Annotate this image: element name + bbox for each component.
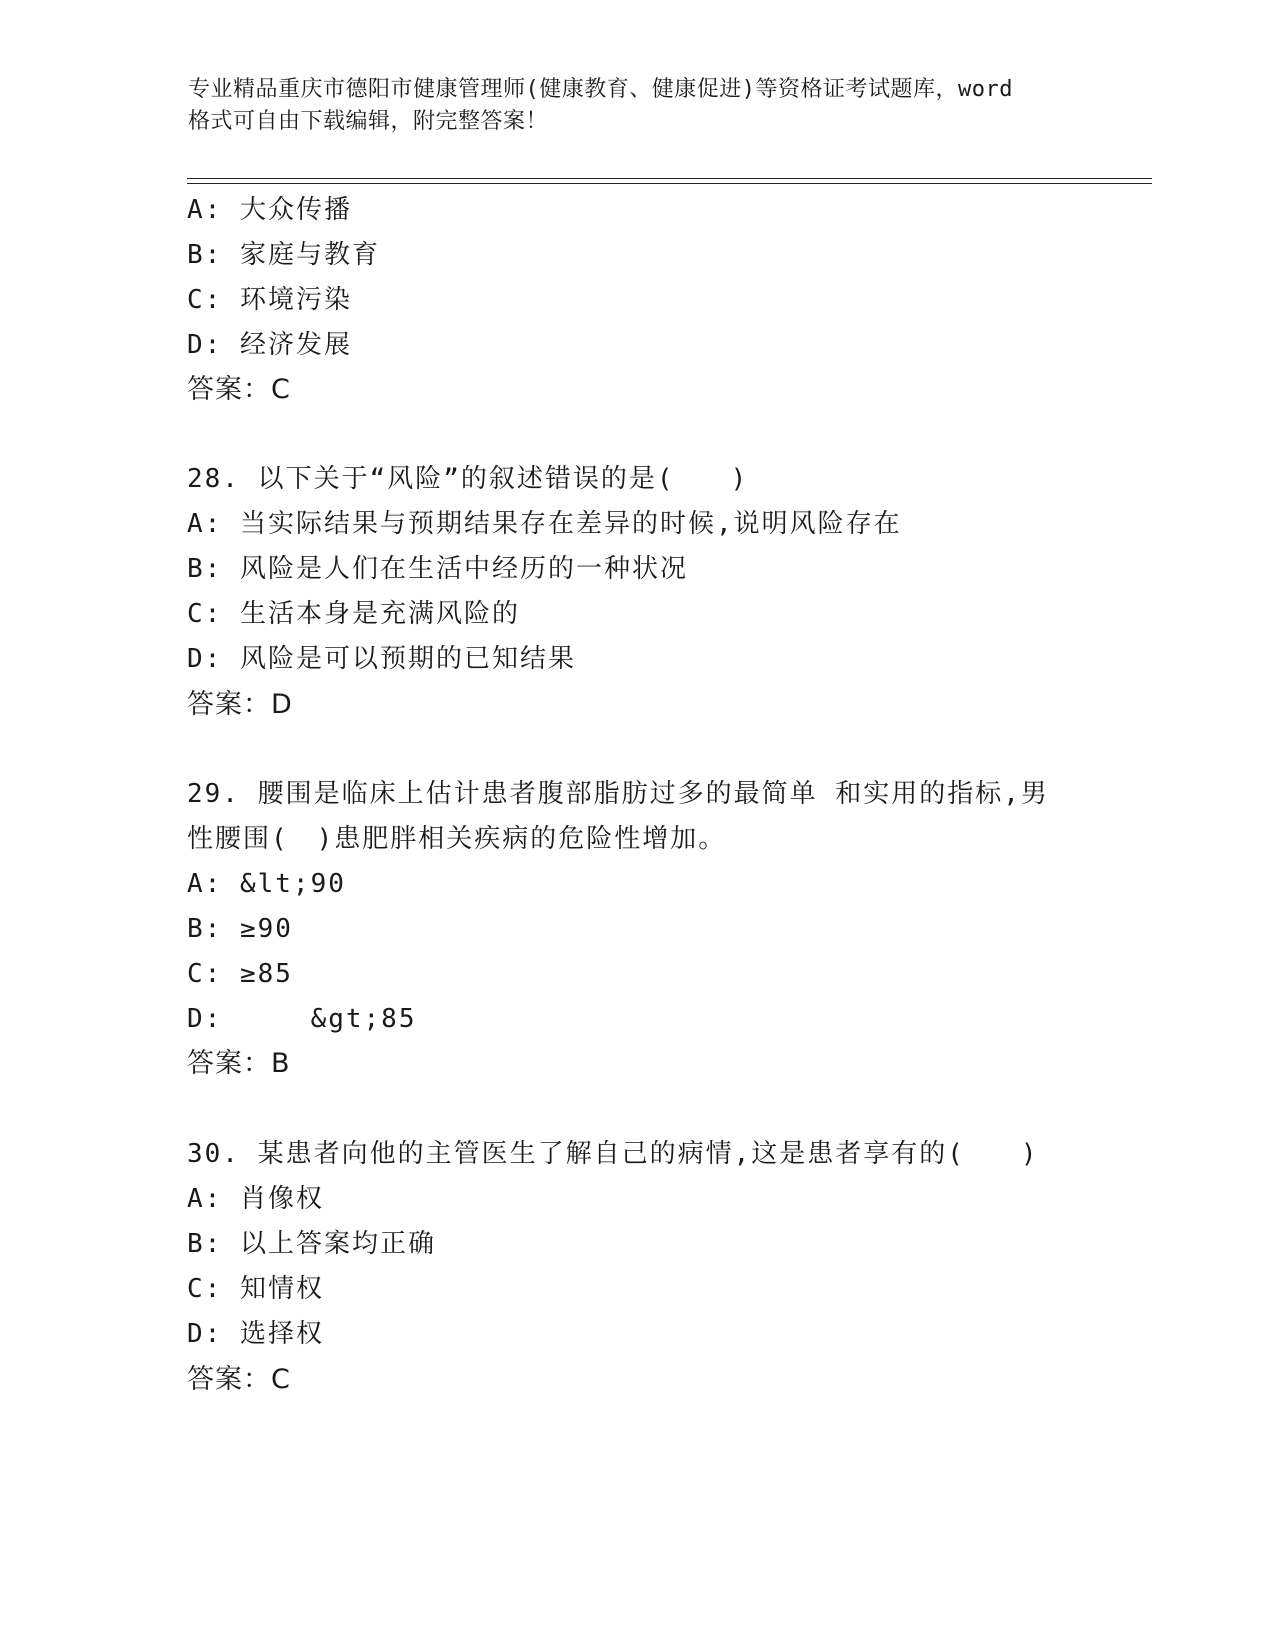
header-rule-top [187, 178, 1152, 179]
answer-line: 答案：C [187, 1364, 291, 1395]
option-b: B: 以上答案均正确 [187, 1229, 436, 1259]
option-d: D: 经济发展 [187, 330, 352, 360]
option-d: D: &gt;85 [187, 1004, 417, 1034]
option-a: A: &lt;90 [187, 869, 346, 899]
answer-line: 答案：C [187, 374, 291, 405]
option-a: A: 大众传播 [187, 195, 352, 225]
option-b: B: 风险是人们在生活中经历的一种状况 [187, 554, 688, 584]
option-c: C: 环境污染 [187, 285, 352, 315]
question-stem: 29. 腰围是临床上估计患者腹部脂肪过多的最简单 和实用的指标,男 [187, 779, 1049, 809]
option-d: D: 选择权 [187, 1319, 324, 1349]
question-stem-continued: 性腰围( )患肥胖相关疾病的危险性增加。 [187, 824, 727, 854]
option-b: B: ≥90 [187, 914, 293, 944]
option-a: A: 肖像权 [187, 1184, 324, 1214]
question-stem: 28. 以下关于“风险”的叙述错误的是( ) [187, 464, 749, 494]
option-c: C: 知情权 [187, 1274, 324, 1304]
question-stem: 30. 某患者向他的主管医生了解自己的病情,这是患者享有的( ) [187, 1139, 1039, 1169]
option-c: C: ≥85 [187, 959, 293, 989]
header-line-1: 专业精品重庆市德阳市健康管理师(健康教育、健康促进)等资格证考试题库，word [188, 77, 1013, 102]
option-b: B: 家庭与教育 [187, 240, 380, 270]
option-a: A: 当实际结果与预期结果存在差异的时候,说明风险存在 [187, 509, 902, 539]
header-rule-bottom [187, 183, 1152, 184]
answer-line: 答案：D [187, 689, 293, 720]
option-c: C: 生活本身是充满风险的 [187, 599, 520, 629]
document-header [188, 74, 1088, 138]
option-d: D: 风险是可以预期的已知结果 [187, 644, 576, 674]
header-line-2: 格式可自由下载编辑，附完整答案！ [188, 109, 549, 134]
answer-line: 答案：B [187, 1048, 291, 1079]
